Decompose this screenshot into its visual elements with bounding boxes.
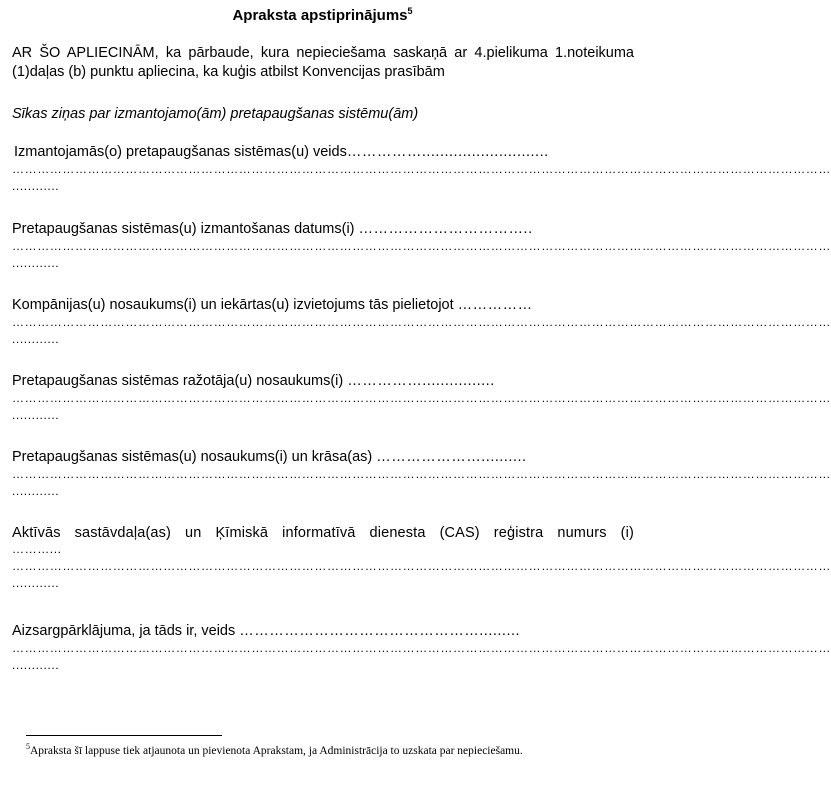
fill-line-short: ............ [12, 256, 60, 270]
certification-statement: AR ŠO APLIECINĀM, ka pārbaude, kura nepieciešama saskaņā ar 4.pielikuma 1.noteikuma (1)daļas (b) punktu apliecina, ka kuģis atbilst Konvencijas prasībām [12, 45, 634, 80]
footnote-text: Apraksta šī lappuse tiek atjaunota un pievienota Aprakstam, ja Administrācija to uzskata par nepieciešamu. [30, 745, 523, 757]
fill-line-short: ............ [12, 658, 60, 672]
fill-line: …………………………………………………………………………………………………………………………………………………………………………… [12, 391, 831, 405]
title-text: Apraksta apstiprinājums [232, 7, 408, 24]
field-label: Pretapaugšanas sistēmas ražotāja(u) nosaukums(i) [12, 373, 344, 389]
field-coating-type [12, 623, 831, 673]
page-title [0, 7, 645, 24]
footnote-divider [26, 735, 222, 736]
field-company-facility [12, 297, 831, 347]
fill-line: …………………………………………………………………………………………………………………………………………………………………………… [12, 641, 831, 655]
fill-line: …………………………………………………………………………………………………………………………………………………………………………… [12, 467, 831, 481]
field-manufacturer-name [12, 373, 831, 423]
field-dots: …………… [457, 297, 533, 313]
field-system-type [12, 144, 831, 194]
fill-line: …………………………………………………………………………………………………………………………………………………………………………… [12, 315, 831, 329]
field-dots: …………………………………………......... [239, 623, 521, 639]
field-label: Pretapaugšanas sistēmas(u) izmantošanas datums(i) [12, 221, 355, 237]
field-system-name-color [12, 449, 831, 499]
field-label: Aizsargpārklājuma, ja tāds ir, veids [12, 623, 236, 639]
fill-line: …………………………………………………………………………………………………………………………………………………………………………… [12, 239, 831, 253]
fill-line-short: ............ [12, 179, 60, 193]
fill-line-short: ............ [12, 332, 60, 346]
field-active-ingredients-cas [12, 525, 831, 591]
fill-line: …………………………………………………………………………………………………………………………………………………………………………… [12, 162, 831, 176]
field-label: Izmantojamās(o) pretapaugšanas sistēmas(u) veids [14, 144, 347, 160]
field-dots: ……………................ [347, 373, 495, 389]
title-footnote-ref: 5 [407, 6, 413, 16]
section-subtitle: Sīkas ziņas par izmantojamo(ām) pretapaugšanas sistēmu(ām) [12, 106, 419, 122]
fill-line-short: ............ [12, 408, 60, 422]
field-label: Kompānijas(u) nosaukums(i) un iekārtas(u) izvietojums tās pielietojot [12, 297, 454, 313]
fill-line-short: ............ [12, 484, 60, 498]
footnote-ref: 5 [26, 742, 30, 752]
field-label: Pretapaugšanas sistēmas(u) nosaukums(i) un krāsa(as) [12, 449, 373, 465]
field-dots: …………………………….. [358, 221, 533, 237]
footnote [26, 742, 636, 757]
field-application-date [12, 221, 831, 271]
field-dots: ……………............................ [346, 144, 549, 160]
fill-line-short: ............ [12, 576, 60, 590]
fill-line: …………………………………………………………………………………………………………………………………………………………………………… [12, 559, 831, 573]
field-dots: ………... [12, 542, 62, 556]
field-dots: ………………….......... [376, 449, 527, 465]
field-label: Aktīvās sastāvdaļa(as) un Ķīmiskā informatīvā dienesta (CAS) reģistra numurs (i) [12, 525, 634, 541]
